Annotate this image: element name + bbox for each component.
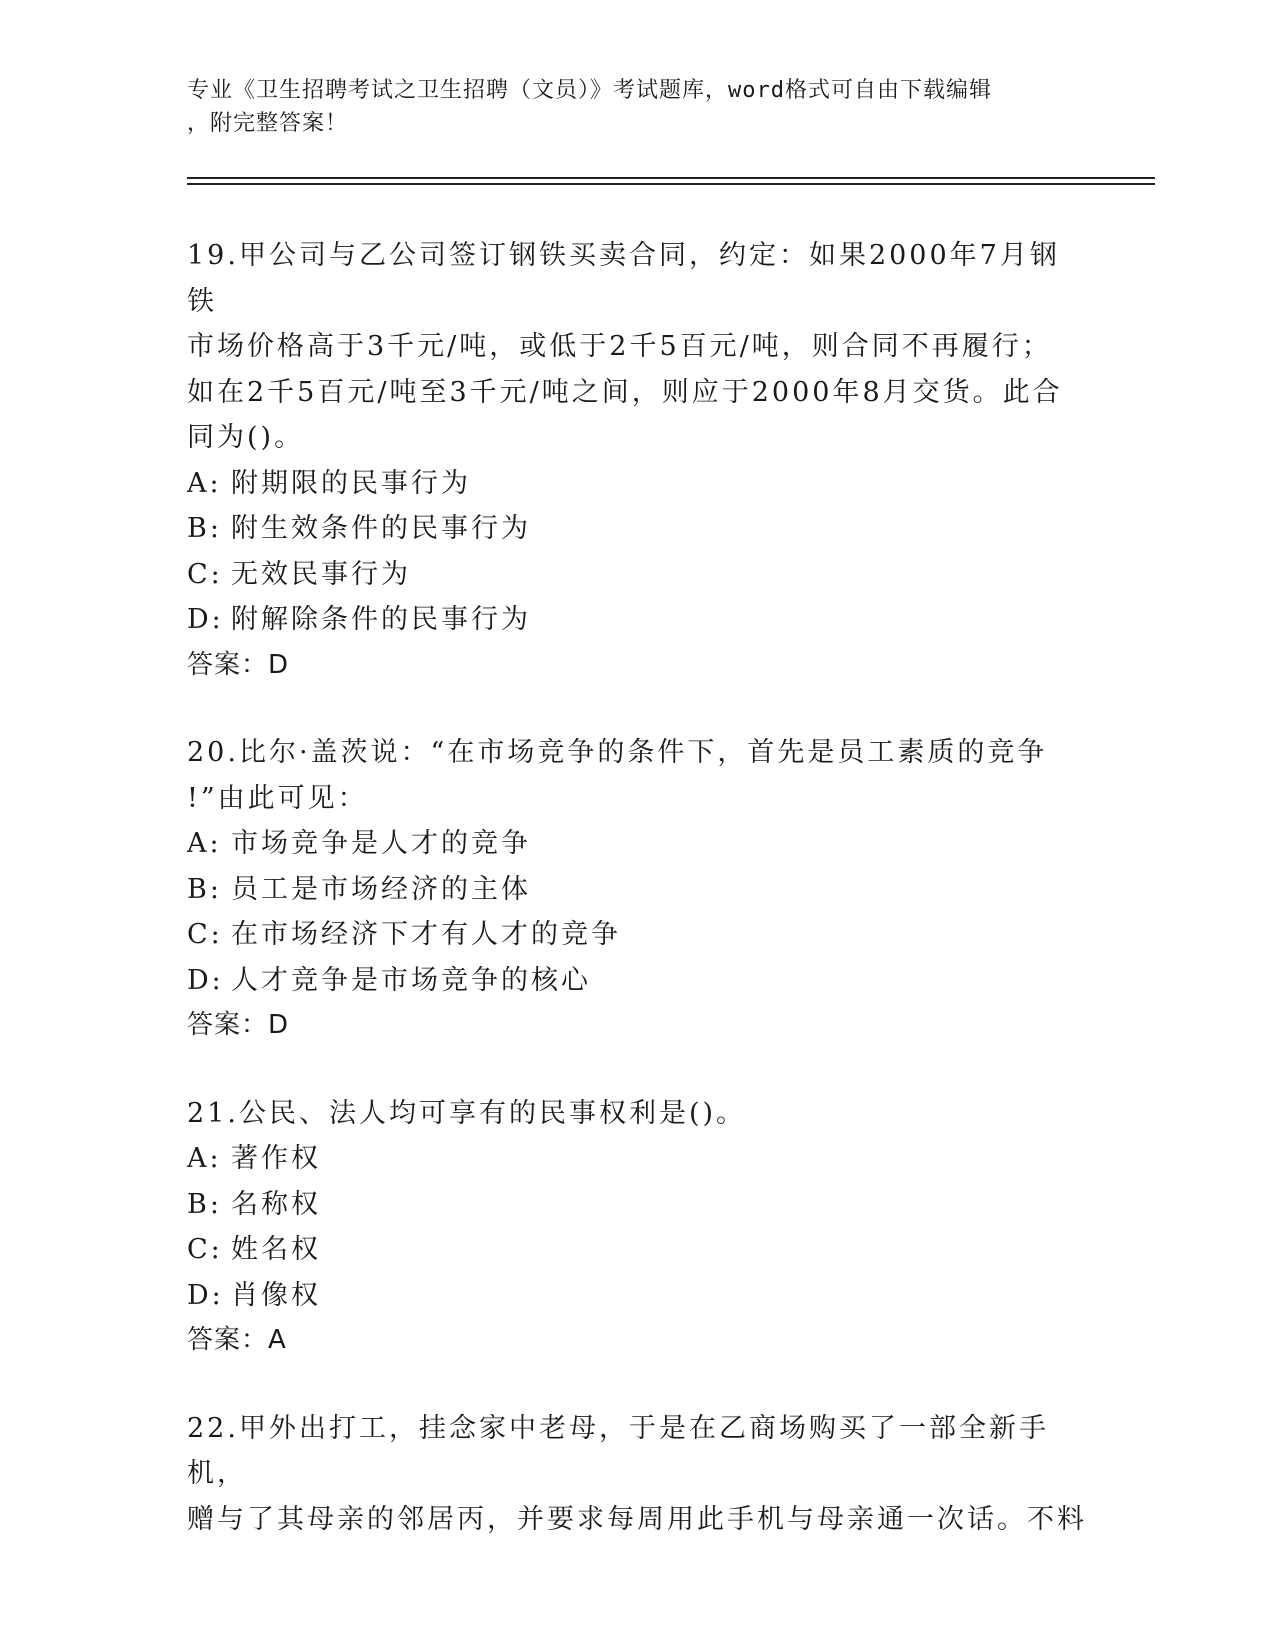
question-block <box>187 233 1087 688</box>
option-letter: B: <box>187 1188 222 1220</box>
option-text: 员工是市场经济的主体 <box>231 873 531 905</box>
option-letter: D: <box>187 1279 224 1311</box>
answer-key: 答案：D <box>187 1010 290 1040</box>
question-list <box>187 233 1087 1584</box>
option-list <box>187 821 1087 1003</box>
header-line-2: ，附完整答案！ <box>187 111 349 136</box>
question-stem-line: 市场价格高于3千元/吨，或低于2千5百元/吨，则合同不再履行； <box>187 331 1052 362</box>
header-divider-bottom <box>187 183 1155 185</box>
header-divider-top <box>187 177 1155 179</box>
option-letter: B: <box>187 513 222 544</box>
answer-option <box>187 821 1087 867</box>
answer-option <box>187 912 1087 958</box>
option-list <box>187 1136 1087 1318</box>
answer-option <box>187 1182 1087 1228</box>
option-text: 肖像权 <box>231 1279 321 1311</box>
option-text: 著作权 <box>231 1143 321 1174</box>
option-text: 市场竞争是人才的竞争 <box>231 828 531 859</box>
answer-option <box>187 1136 1087 1182</box>
option-letter: D: <box>187 604 224 635</box>
question-stem-line: 同为()。 <box>187 422 305 453</box>
question-stem-line: 22.甲外出打工，挂念家中老母，于是在乙商场购买了一部全新手机， <box>187 1412 1049 1489</box>
question-block <box>187 730 1087 1049</box>
question-stem-line: 赠与了其母亲的邻居丙，并要求每周用此手机与母亲通一次话。不料 <box>187 1503 1087 1535</box>
question-stem-line: !”由此可见： <box>187 782 368 814</box>
option-letter: C: <box>187 558 223 590</box>
question-block <box>187 1091 1087 1364</box>
option-text: 在市场经济下才有人才的竞争 <box>231 919 621 950</box>
answer-key: 答案：D <box>187 649 290 680</box>
option-text: 附生效条件的民事行为 <box>231 513 531 544</box>
option-text: 名称权 <box>231 1188 321 1220</box>
answer-option <box>187 867 1087 913</box>
answer-option <box>187 506 1087 552</box>
option-letter: A: <box>187 828 222 859</box>
question-stem-line: 19.甲公司与乙公司签订钢铁买卖合同，约定：如果2000年7月钢铁 <box>187 240 1060 317</box>
option-letter: A: <box>187 1143 222 1174</box>
option-text: 无效民事行为 <box>231 558 411 590</box>
option-letter: B: <box>187 873 222 905</box>
answer-option <box>187 461 1087 507</box>
option-letter: C: <box>187 919 223 950</box>
option-letter: A: <box>187 467 222 499</box>
answer-option <box>187 552 1087 598</box>
question-block <box>187 1406 1087 1543</box>
question-stem-line: 如在2千5百元/吨至3千元/吨之间，则应于2000年8月交货。此合 <box>187 376 1063 408</box>
answer-key: 答案：A <box>187 1325 287 1355</box>
option-text: 附解除条件的民事行为 <box>231 604 531 635</box>
answer-option <box>187 1227 1087 1273</box>
question-stem-line: 20.比尔·盖茨说：“在市场竞争的条件下，首先是员工素质的竞争 <box>187 737 1048 768</box>
option-text: 人才竞争是市场竞争的核心 <box>231 964 591 996</box>
answer-option <box>187 1273 1087 1319</box>
header-line-1: 专业《卫生招聘考试之卫生招聘（文员）》考试题库，word格式可自由下载编辑 <box>187 78 992 103</box>
document-header <box>187 74 1067 140</box>
answer-option <box>187 958 1087 1004</box>
option-text: 姓名权 <box>231 1234 321 1265</box>
option-text: 附期限的民事行为 <box>231 467 471 499</box>
option-letter: C: <box>187 1234 223 1265</box>
option-letter: D: <box>187 964 224 996</box>
answer-option <box>187 597 1087 643</box>
question-stem-line: 21.公民、法人均可享有的民事权利是()。 <box>187 1097 747 1129</box>
option-list <box>187 461 1087 643</box>
